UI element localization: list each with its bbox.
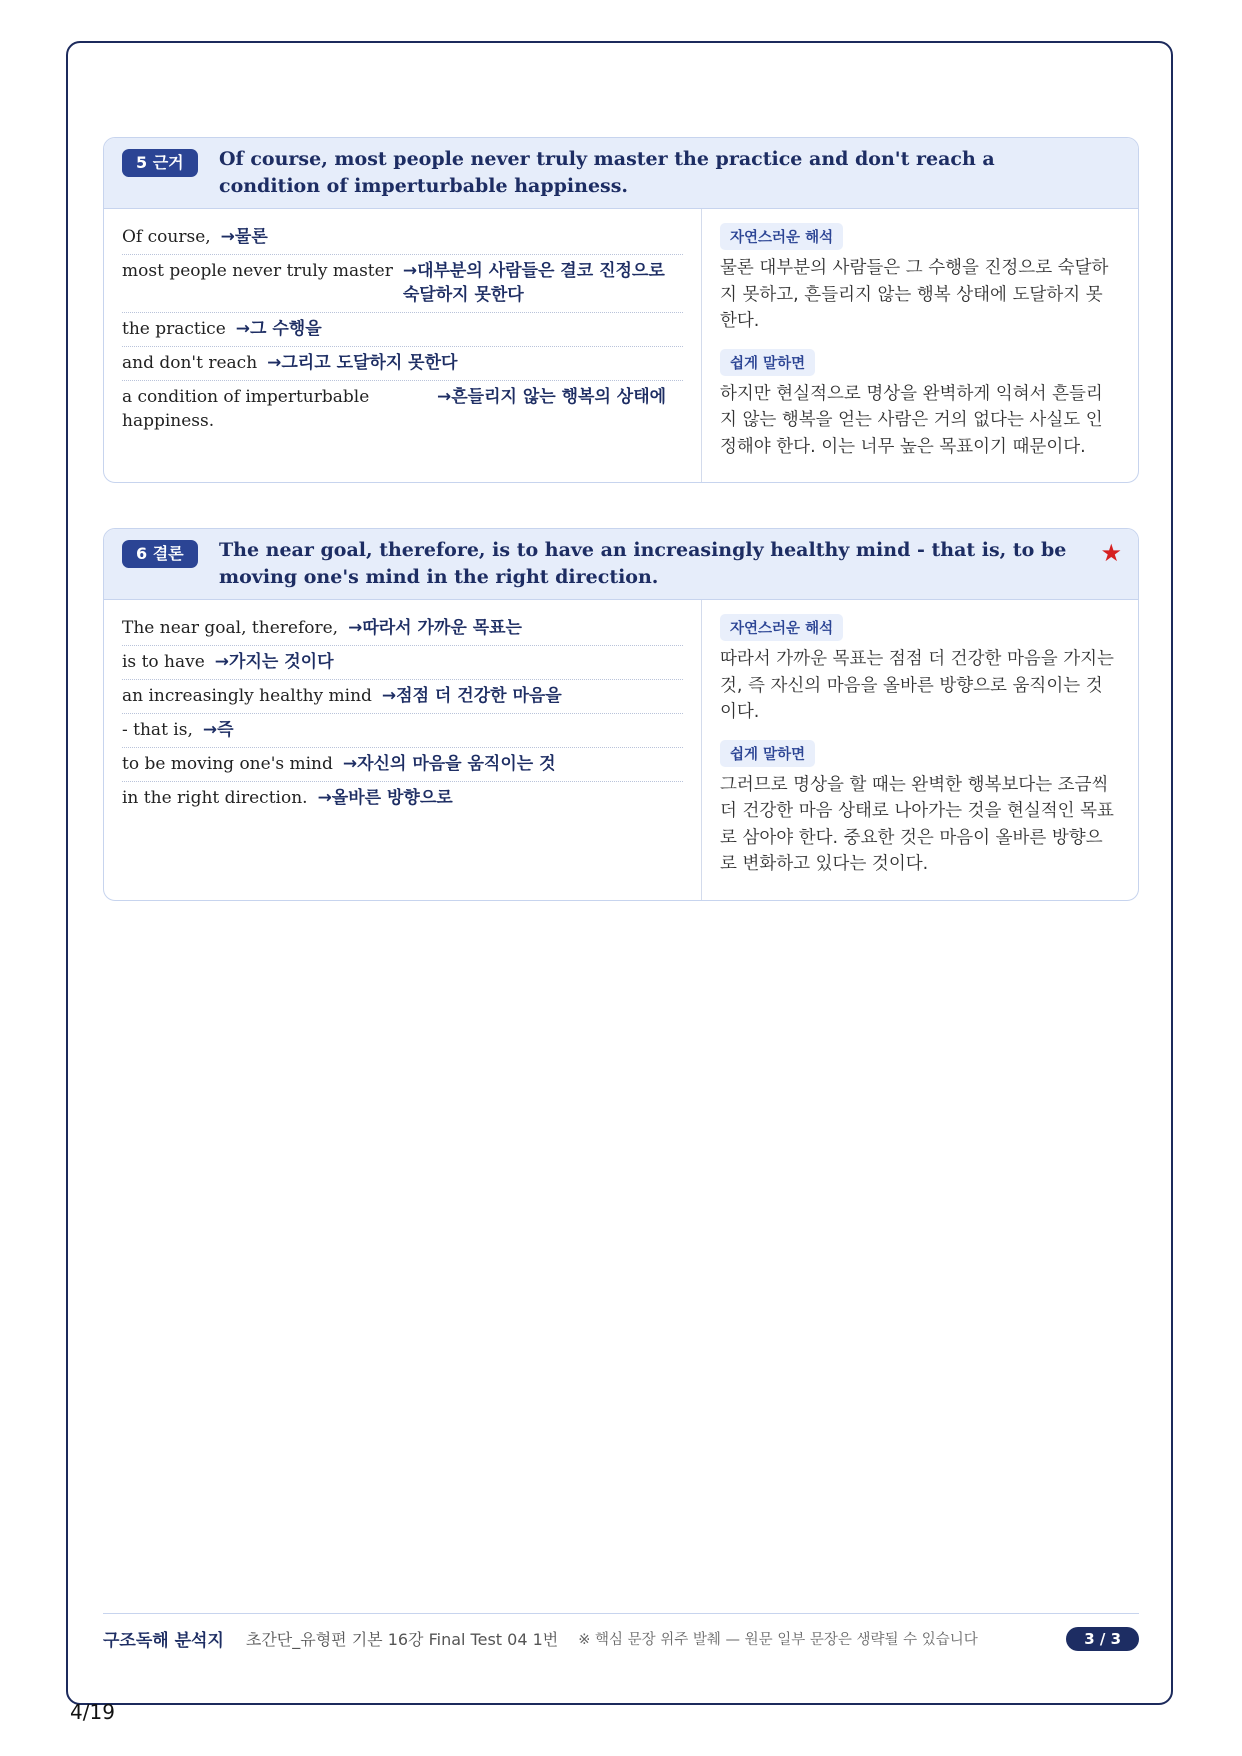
chunk-korean: →물론 bbox=[220, 227, 268, 247]
chunk-row bbox=[122, 221, 683, 255]
page-footer bbox=[103, 1613, 1139, 1663]
page-number-badge: 3 / 3 bbox=[1066, 1627, 1139, 1651]
chunk-korean: →올바른 방향으로 bbox=[317, 788, 453, 808]
chunk-row bbox=[122, 646, 683, 680]
sentence-text: The near goal, therefore, is to have an increasingly healthy mind - that is, to be moving one's mind in the right direction. bbox=[219, 539, 1067, 588]
translation-panel bbox=[702, 209, 1138, 482]
sentence-badge: 5 근거 bbox=[122, 149, 198, 177]
chunk-row bbox=[122, 381, 683, 438]
natural-translation-label: 자연스러운 해석 bbox=[720, 223, 843, 250]
chunk-korean: →점점 더 건강한 마음을 bbox=[381, 686, 562, 706]
chunk-korean: →흔들리지 않는 행복의 상태에 bbox=[437, 387, 667, 407]
chunk-english: most people never truly master bbox=[122, 261, 393, 281]
chunk-korean: →따라서 가까운 목표는 bbox=[348, 618, 522, 638]
chunk-korean: →그 수행을 bbox=[235, 319, 322, 339]
chunk-korean: →즉 bbox=[202, 720, 234, 740]
chunk-row bbox=[122, 313, 683, 347]
natural-translation-text: 따라서 가까운 목표는 점점 더 건강한 마음을 가지는 것, 즉 자신의 마음을 올바른 방향으로 움직이는 것이다. bbox=[720, 649, 1114, 722]
chunk-korean: →대부분의 사람들은 결코 진정으로 숙달하지 못한다 bbox=[402, 261, 665, 305]
chunk-row bbox=[122, 714, 683, 748]
chunk-english: in the right direction. bbox=[122, 788, 308, 808]
chunk-english: - that is, bbox=[122, 720, 193, 740]
translation-panel bbox=[702, 600, 1138, 900]
key-sentence-star-icon: ★ bbox=[1100, 539, 1122, 567]
easy-explanation-label: 쉽게 말하면 bbox=[720, 349, 815, 376]
chunk-korean: →가지는 것이다 bbox=[214, 652, 334, 672]
easy-explanation-text: 그러므로 명상을 할 때는 완벽한 행복보다는 조금씩 더 건강한 마음 상태로 나아가는 것을 현실적인 목표로 삼아야 한다. 중요한 것은 마음이 올바른 방향으로 변화하고 있다는 것이다. bbox=[720, 774, 1114, 874]
chunk-row bbox=[122, 748, 683, 782]
sentence-card-6 bbox=[103, 528, 1139, 901]
natural-translation-label: 자연스러운 해석 bbox=[720, 614, 843, 641]
footer-brand: 구조독해 분석지 bbox=[103, 1631, 224, 1651]
footer-title: 초간단_유형편 기본 16강 Final Test 04 1번 bbox=[245, 1630, 559, 1649]
easy-explanation-label: 쉽게 말하면 bbox=[720, 740, 815, 767]
sentence-text: Of course, most people never truly master the practice and don't reach a condition of imperturbable happiness. bbox=[219, 148, 995, 197]
easy-explanation-text: 하지만 현실적으로 명상을 완벽하게 익혀서 흔들리지 않는 행복을 얻는 사람은 거의 없다는 사실도 인정해야 한다. 이는 너무 높은 목표이기 때문이다. bbox=[720, 383, 1103, 457]
chunk-row bbox=[122, 255, 683, 313]
sentence-header bbox=[104, 529, 1138, 600]
chunk-english: Of course, bbox=[122, 227, 211, 247]
chunk-english: the practice bbox=[122, 319, 226, 339]
natural-translation-text: 물론 대부분의 사람들은 그 수행을 진정으로 숙달하지 못하고, 흔들리지 않는 행복 상태에 도달하지 못한다. bbox=[720, 258, 1109, 331]
sentence-badge: 6 결론 bbox=[122, 540, 198, 568]
chunk-korean: →그리고 도달하지 못한다 bbox=[267, 353, 458, 373]
chunk-row bbox=[122, 680, 683, 714]
chunk-row bbox=[122, 347, 683, 381]
chunk-korean: →자신의 마음을 움직이는 것 bbox=[342, 754, 556, 774]
chunk-english: a condition of imperturbable happiness. bbox=[122, 387, 370, 431]
chunk-row bbox=[122, 782, 683, 815]
footer-note: ※ 핵심 문장 위주 발췌 — 원문 일부 문장은 생략될 수 있습니다 bbox=[578, 1632, 978, 1648]
sentence-header bbox=[104, 138, 1138, 209]
chunk-english: to be moving one's mind bbox=[122, 754, 333, 774]
chunk-english: an increasingly healthy mind bbox=[122, 686, 372, 706]
chunk-row bbox=[122, 612, 683, 646]
chunk-english: and don't reach bbox=[122, 353, 258, 373]
page-counter: 4/19 bbox=[70, 1700, 115, 1724]
sentence-card-5 bbox=[103, 137, 1139, 483]
chunk-list bbox=[104, 600, 702, 900]
chunk-list bbox=[104, 209, 702, 482]
chunk-english: is to have bbox=[122, 652, 205, 672]
chunk-english: The near goal, therefore, bbox=[122, 618, 339, 638]
